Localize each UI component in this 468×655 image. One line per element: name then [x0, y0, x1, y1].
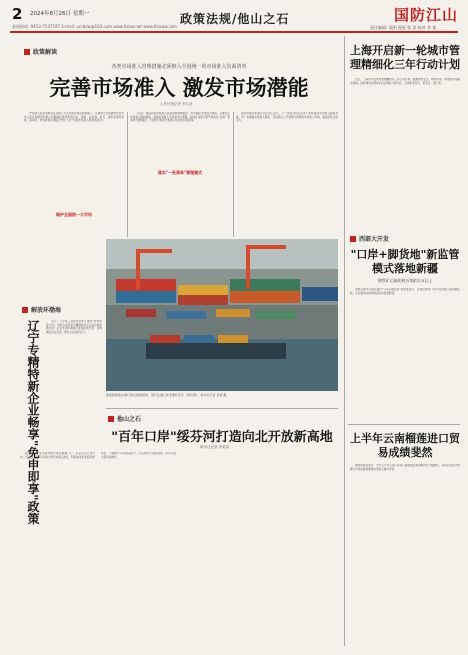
left-feature-body: [46, 320, 102, 440]
main-kicker: [24, 47, 57, 56]
kicker-square-icon: [24, 49, 30, 55]
right-article-2-text: 新疆乌鲁木齐海关推出"口岸+脚货地"新监管模式，实现货物在口岸与目的地之间高效流转，企业通关时间和物流成本显著降低。: [350, 288, 460, 295]
bottom-kicker: [108, 414, 141, 423]
main-kicker-label: 政策解读: [33, 49, 58, 56]
main-col1-text: 市场准入负面清单是在总体上不涉及国家秘密的前提下，以清单方式明确列出在中华人民共和国境内禁止和限制投资经营的行业、领域、业务等。近日，国家发展改革委、商务部、市场监管总局联合发布《关于完善市场准入制度的意见》。: [24, 112, 124, 123]
section-title: 政策法规/他山之石: [180, 12, 290, 26]
masthead: [0, 0, 468, 40]
section-divider: [106, 408, 338, 409]
bottom-headline: "百年口岸"绥芬河打造向北开放新高地: [111, 430, 333, 445]
kicker-square-icon: [108, 416, 114, 422]
kicker-square-icon: [22, 307, 28, 313]
bottom-article-body: [20, 452, 338, 642]
right-headline-2: "口岸+脚货地"新监管模式落地新疆: [350, 248, 460, 275]
left-kicker-label: 解放环渤海: [31, 307, 62, 314]
contact-info: 新闻热线: 0453-7537197 E-mail: ycrbzw@163.com www.ltzxw.net www.ltzxww.com: [12, 24, 178, 29]
right-article-1-body: [350, 78, 460, 228]
main-red-subtitle-1: 维护全国统一大市场: [56, 212, 92, 217]
photo-caption: 集装箱船舶在港口码头装卸货物，现代化港口作业繁忙有序（资料图）。新华社记者 某某 摄: [106, 393, 227, 397]
right-kicker-label: 西部大开发: [359, 236, 390, 243]
right-headline-3: 上半年云南榴莲进口贸易成绩斐然: [350, 432, 460, 459]
right-headline-1: 上海开启新一轮城市管理精细化三年行动计划: [350, 44, 460, 71]
editor-credits: 责任编辑: 高明 视觉 张 某 校对 李 某: [370, 25, 437, 30]
main-col3-text: 国家发展改革委有关负责人表示，下一步将会同有关部门持续推动市场准入制度完善，进一步破除市场准入壁垒，营造稳定公平透明可预期的市场准入环境，激发经营主体活力。: [236, 112, 338, 123]
masthead-rule: [10, 31, 458, 33]
right-subhead-2: 钢铁矿运输用时压缩约1/3以上: [377, 278, 433, 283]
right-article-1-text: 近日，上海市印发城市管理精细化三年行动计划，聚焦城市安全、城市环境、城市服务等重点领域，推进城市治理体系和治理能力现代化，让城市更有序、更安全、更干净。: [350, 78, 460, 85]
bottom-kicker-label: 他山之石: [117, 416, 142, 423]
page-number: 2: [12, 5, 23, 23]
bottom-byline: 新华社记者 刘某某: [200, 445, 230, 449]
right-kicker: [350, 234, 389, 243]
main-subhead: 各类市场准入管理措施必须纳入全国统一的市场准入负面清单: [111, 64, 247, 70]
main-col2-text: 《意见》围绕完善市场准入负面清单管理模式、科学确定市场准入规则、合理设定市场准入限制措施、加强市场准入评估等作出部署。各地区各部门要严格落实"全国一张清单"管理模式，不得另行制定市场准入性质的负面清单。: [130, 112, 230, 123]
right-article-3-body: [350, 464, 460, 644]
column-divider: [233, 112, 234, 237]
column-divider: [127, 112, 128, 237]
bottom-article-text: 绥芬河口岸是中国对俄开放的重要门户，有着百年口岸历史。近年来，绥芬河依托自贸试验区建设，积极推进贸易投资便利化，不断提升口岸通关能力，打造向北开放新高地，进出口货运量持续增长。: [20, 452, 176, 459]
main-column-3: [236, 112, 338, 237]
right-article-2-body: [350, 288, 460, 418]
main-byline: 人民日报记者 李心萍: [160, 102, 193, 106]
port-photo: [106, 239, 338, 391]
kicker-square-icon: [350, 236, 356, 242]
main-headline: 完善市场准入 激发市场潜能: [49, 75, 309, 100]
right-column-divider: [344, 36, 345, 646]
main-red-subtitle-2: 落实"一张清单"管理模式: [157, 170, 203, 175]
left-feature-text: 近日，辽宁省工业和信息化厅通过"免申即享"方式，向符合条件的专精特新中小企业兑现奖励资金。企业无需申请即可享受政策红利，有效减轻企业负担，激发企业创新活力。: [46, 320, 102, 334]
newspaper-logo: 国防江山: [394, 6, 459, 24]
container-port-image: [106, 239, 338, 391]
left-kicker: [22, 305, 61, 314]
section-divider: [348, 424, 460, 425]
left-feature-headline: 辽宁专精特新企业畅享"免申即享"政策: [26, 320, 40, 525]
issue-date: 2024年8月26日 星期一: [30, 11, 90, 17]
right-article-3-text: 据昆明海关统计，今年上半年云南口岸进口榴莲数量和金额同比大幅增长，东南亚优质水果通过中老铁路等通道快速进入国内市场。: [350, 464, 460, 471]
